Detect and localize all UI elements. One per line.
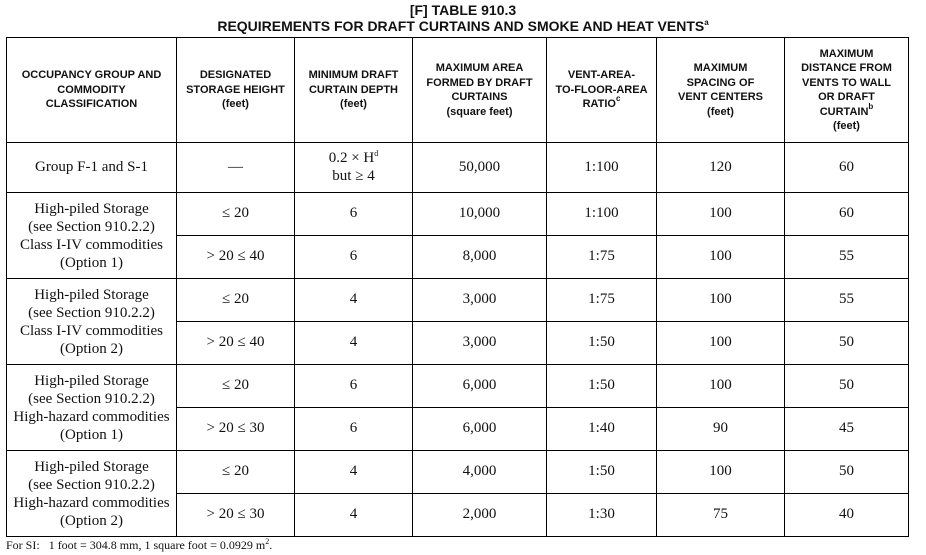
header-row [7,38,909,143]
vent-ratio-cell: 1:30 [547,494,657,537]
occupancy-cell: High-piled Storage (see Section 910.2.2) Class I-IV commodities (Option 2) [7,279,177,365]
storage-height-cell: > 20 ≤ 30 [177,494,295,537]
distance-footnote-marker: b [868,101,874,111]
storage-height-cell: > 20 ≤ 40 [177,236,295,279]
vent-spacing-cell: 120 [657,143,785,193]
curtain-depth-cell: 4 [295,322,413,365]
curtain-depth-cell: 6 [295,236,413,279]
storage-height-cell: — [177,143,295,193]
curtain-depth-cell: 6 [295,193,413,236]
table-row [7,365,909,408]
header-curtain-depth: MINIMUM DRAFT CURTAIN DEPTH (feet) [295,38,413,143]
max-area-cell: 10,000 [413,193,547,236]
storage-height-cell: ≤ 20 [177,365,295,408]
vent-ratio-cell: 1:50 [547,451,657,494]
vent-ratio-cell: 1:50 [547,365,657,408]
vent-distance-cell: 40 [785,494,909,537]
occupancy-cell: High-piled Storage (see Section 910.2.2) High-hazard commodities (Option 2) [7,451,177,537]
max-area-cell: 3,000 [413,279,547,322]
max-area-cell: 3,000 [413,322,547,365]
storage-height-cell: > 20 ≤ 30 [177,408,295,451]
vent-ratio-cell: 1:40 [547,408,657,451]
table-title-text: REQUIREMENTS FOR DRAFT CURTAINS AND SMOKE AND HEAT VENTS [217,18,705,34]
header-storage-height: DESIGNATED STORAGE HEIGHT (feet) [177,38,295,143]
storage-height-cell: ≤ 20 [177,193,295,236]
curtain-depth-cell: 4 [295,451,413,494]
si-footnote-exponent: 2 [265,537,270,546]
occupancy-cell: Group F-1 and S-1 [7,143,177,193]
occupancy-cell: High-piled Storage (see Section 910.2.2) Class I-IV commodities (Option 1) [7,193,177,279]
table-row [7,279,909,322]
curtain-depth-cell: 4 [295,494,413,537]
vent-ratio-cell: 1:100 [547,143,657,193]
vent-distance-cell: 60 [785,143,909,193]
curtain-depth-cell: 4 [295,279,413,322]
storage-height-cell: ≤ 20 [177,279,295,322]
occupancy-cell: High-piled Storage (see Section 910.2.2) High-hazard commodities (Option 1) [7,365,177,451]
vent-distance-cell: 55 [785,279,909,322]
requirements-table [6,37,909,537]
curtain-depth-cell: 6 [295,365,413,408]
vent-spacing-cell: 100 [657,451,785,494]
vent-spacing-cell: 100 [657,322,785,365]
si-footnote: For SI: 1 foot = 304.8 mm, 1 square foot = 0.0929 $m^2$. [6,537,273,552]
table-row [7,193,909,236]
vent-distance-cell: 50 [785,365,909,408]
vent-ratio-cell: 1:75 [547,279,657,322]
ratio-footnote-marker: c [615,94,621,104]
header-vent-spacing: MAXIMUM SPACING OF VENT CENTERS (feet) [657,38,785,143]
vent-spacing-cell: 100 [657,365,785,408]
header-max-area: MAXIMUM AREA FORMED BY DRAFT CURTAINS (square feet) [413,38,547,143]
curtain-depth-cell: 6 [295,408,413,451]
max-area-cell: 2,000 [413,494,547,537]
storage-height-cell: > 20 ≤ 40 [177,322,295,365]
max-area-cell: 8,000 [413,236,547,279]
vent-distance-cell: 50 [785,451,909,494]
vent-ratio-cell: 1:50 [547,322,657,365]
table-number: [F] TABLE 910.3 [409,2,517,18]
max-area-cell: 4,000 [413,451,547,494]
si-footnote-text: 1 foot = 304.8 mm, 1 square foot = 0.0929 m [48,538,266,552]
header-vent-distance: MAXIMUM DISTANCE FROM VENTS TO WALL OR DRAFT CURTAIN$^b$ (feet) [785,38,909,143]
vent-distance-cell: 50 [785,322,909,365]
table-row [7,143,909,193]
header-vent-ratio: VENT-AREA- TO-FLOOR-AREA RATIO$^c$ [547,38,657,143]
curtain-depth-cell: $0.2 \times H^d$ but ≥ 4 [295,143,413,193]
table-row [7,451,909,494]
table-title [0,18,926,34]
vent-distance-cell: 55 [785,236,909,279]
depth-footnote-marker: d [374,149,379,158]
header-occupancy: OCCUPANCY GROUP AND COMMODITY CLASSIFICATION [7,38,177,143]
vent-spacing-cell: 90 [657,408,785,451]
table-title-footnote-marker: a [704,18,709,27]
max-area-cell: 50,000 [413,143,547,193]
vent-spacing-cell: 75 [657,494,785,537]
vent-ratio-cell: 1:100 [547,193,657,236]
vent-spacing-cell: 100 [657,193,785,236]
max-area-cell: 6,000 [413,365,547,408]
vent-spacing-cell: 100 [657,279,785,322]
vent-spacing-cell: 100 [657,236,785,279]
vent-distance-cell: 45 [785,408,909,451]
max-area-cell: 6,000 [413,408,547,451]
storage-height-cell: ≤ 20 [177,451,295,494]
si-footnote-label: For SI: [6,538,40,552]
vent-distance-cell: 60 [785,193,909,236]
vent-ratio-cell: 1:75 [547,236,657,279]
